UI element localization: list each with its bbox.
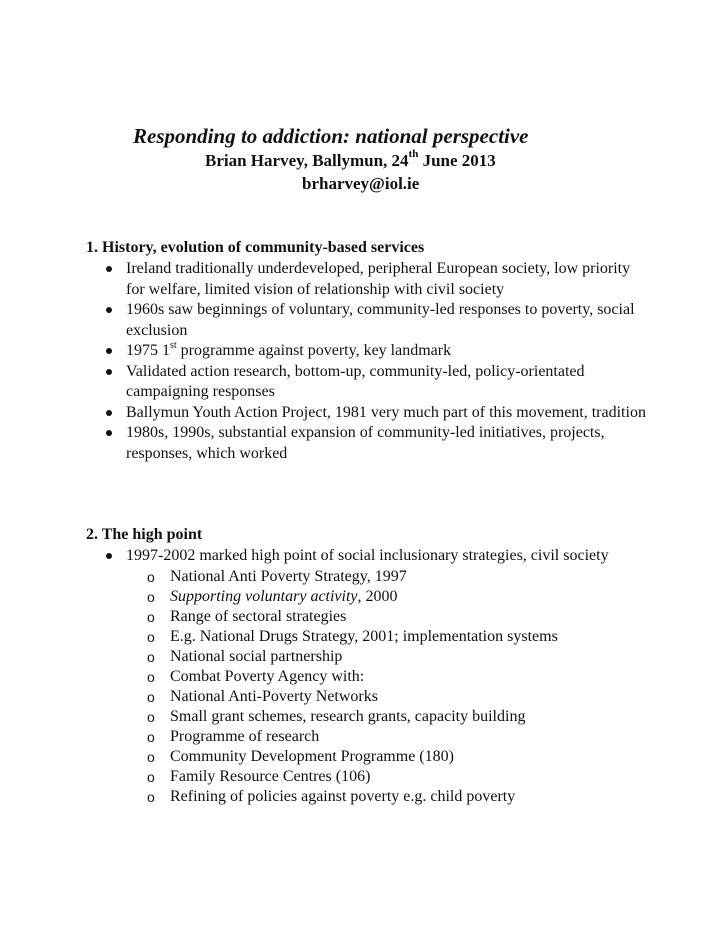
section-heading: 1. History, evolution of community-based services: [86, 239, 425, 256]
sub-list-item: [0, 647, 690, 667]
sub-item-text: Community Development Programme (180): [170, 747, 454, 765]
bullet-dot-icon: [106, 553, 112, 559]
bullet-text: 1960s saw beginnings of voluntary, community-led responses to poverty, social exclusion: [126, 301, 635, 339]
bullet-superscript: st: [170, 340, 177, 351]
bullet-list: [0, 259, 720, 464]
list-item: [0, 300, 646, 341]
sub-item-text: , 2000: [357, 587, 398, 605]
sub-item-text: National Anti Poverty Strategy, 1997: [170, 567, 407, 585]
bullet-text: Ireland traditionally underdeveloped, peripheral European society, low priority for welfare, limited vision of relationship with civil society: [126, 260, 631, 298]
sub-bullet-list: [126, 567, 646, 807]
sub-list-item: [0, 747, 690, 767]
sub-list-item: [0, 627, 690, 647]
bullet-list: [0, 546, 720, 807]
sub-item-text: National Anti-Poverty Networks: [170, 687, 378, 705]
bullet-dot-icon: [106, 348, 112, 354]
sub-list-item: [0, 687, 690, 707]
sub-list-item: [0, 587, 690, 607]
sub-list-item: [0, 727, 690, 747]
sub-list-item: [0, 767, 690, 787]
circle-bullet-icon: o: [147, 588, 155, 605]
list-item: [0, 403, 646, 424]
bullet-dot-icon: [106, 369, 112, 375]
author-byline: [205, 148, 496, 171]
bullet-dot-icon: [106, 430, 112, 436]
sub-item-text: Small grant schemes, research grants, capacity building: [170, 707, 526, 725]
sub-item-text: National social partnership: [170, 647, 343, 665]
circle-bullet-icon: o: [147, 608, 155, 625]
sub-item-text: Combat Poverty Agency with:: [170, 667, 365, 685]
list-item: [0, 546, 646, 807]
list-item: [0, 423, 646, 464]
bullet-text: 1975 1: [126, 342, 170, 359]
bullet-text: Ballymun Youth Action Project, 1981 very much part of this movement, tradition: [126, 403, 646, 421]
circle-bullet-icon: o: [147, 788, 155, 805]
bullet-dot-icon: [106, 410, 112, 416]
sub-list-item: [0, 667, 690, 687]
sub-list-item: [0, 607, 690, 627]
sub-item-italic-title: Supporting voluntary activity: [170, 587, 358, 605]
list-item: [0, 341, 646, 362]
circle-bullet-icon: o: [147, 728, 155, 745]
document-title: Responding to addiction: national perspective: [133, 124, 529, 148]
byline-superscript: th: [408, 148, 419, 160]
circle-bullet-icon: o: [147, 688, 155, 705]
sub-list-item: [0, 707, 690, 727]
byline-text: Brian Harvey, Ballymun, 24: [205, 151, 409, 170]
bullet-text: 1980s, 1990s, substantial expansion of community-led initiatives, projects, responses, which worked: [126, 424, 605, 462]
byline-date: June 2013: [418, 151, 496, 170]
bullet-dot-icon: [106, 307, 112, 313]
sub-list-item: [0, 787, 690, 807]
bullet-text-rest: programme against poverty, key landmark: [176, 342, 452, 359]
author-email: brharvey@iol.ie: [302, 174, 420, 193]
circle-bullet-icon: o: [147, 628, 155, 645]
list-item: [0, 259, 646, 300]
sub-item-text: Range of sectoral strategies: [170, 607, 347, 625]
sub-item-text: E.g. National Drugs Strategy, 2001; implementation systems: [170, 627, 558, 645]
circle-bullet-icon: o: [147, 708, 155, 725]
list-item: [0, 362, 646, 403]
sub-item-text: Family Resource Centres (106): [170, 767, 371, 785]
circle-bullet-icon: o: [147, 668, 155, 685]
bullet-text: 1997-2002 marked high point of social inclusionary strategies, civil society: [126, 547, 609, 564]
bullet-text: Validated action research, bottom-up, community-led, policy-orientated campaigning responses: [126, 362, 585, 400]
sub-item-text: Programme of research: [170, 727, 320, 745]
circle-bullet-icon: o: [147, 748, 155, 765]
sub-item-text: Refining of policies against poverty e.g. child poverty: [170, 787, 516, 805]
sub-list-item: [0, 567, 690, 587]
bullet-dot-icon: [106, 266, 112, 272]
circle-bullet-icon: o: [147, 568, 155, 585]
section-heading: 2. The high point: [86, 526, 203, 543]
circle-bullet-icon: o: [147, 768, 155, 785]
circle-bullet-icon: o: [147, 648, 155, 665]
